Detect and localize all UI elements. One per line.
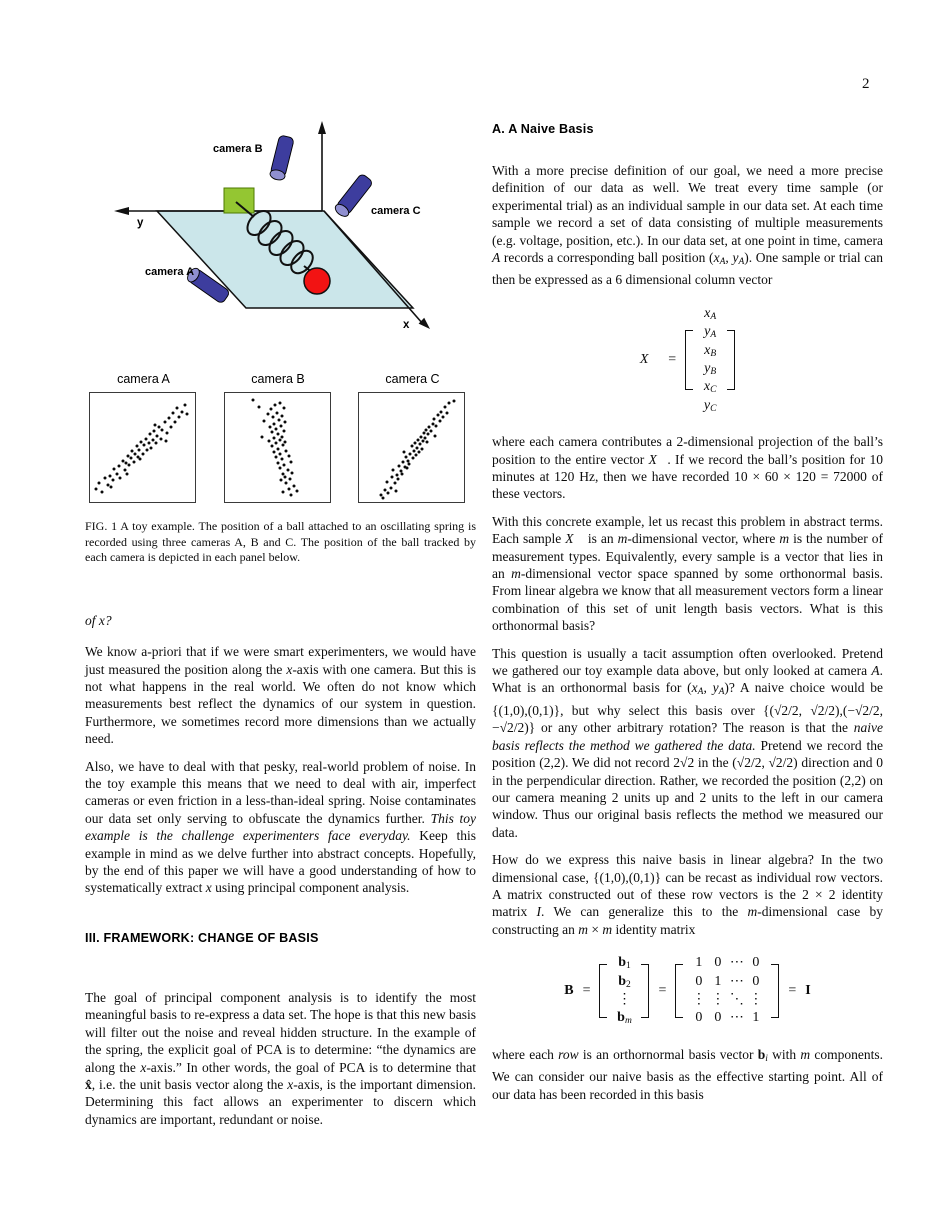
scatter-point xyxy=(287,487,290,490)
scatter-point xyxy=(100,491,103,494)
matrix-cell: 0 xyxy=(714,1010,722,1026)
scatter-point xyxy=(110,485,113,488)
matrix-cell: ⋱ xyxy=(729,991,744,1007)
scatter-point xyxy=(141,453,144,456)
figure-caption: FIG. 1 A toy example. The position of a ball attached to an oscillating spring is recorded using three cameras A, B and C. The position of the ball tracked by each camera is depicted in each panel below. xyxy=(85,519,476,565)
scatter-point xyxy=(119,477,122,480)
camera-c-label: camera C xyxy=(371,205,421,217)
scatter-point xyxy=(163,421,166,424)
scatter-point xyxy=(277,433,280,436)
scatter-point xyxy=(386,481,389,484)
matrix-cell: 0 xyxy=(752,955,760,971)
scatter-point xyxy=(280,479,283,482)
camera-c-cylinder-icon xyxy=(333,173,373,219)
basis-row: b1 xyxy=(618,955,631,972)
scatter-point xyxy=(261,435,264,438)
scatter-point xyxy=(95,487,98,490)
scatter-point xyxy=(442,415,445,418)
equals-sign: = xyxy=(668,352,677,368)
panel-title: camera B xyxy=(251,372,305,386)
section-heading-framework: III. FRAMEWORK: CHANGE OF BASIS xyxy=(85,930,319,945)
scatter-point xyxy=(251,398,254,401)
scatter-point xyxy=(401,472,404,475)
scatter-point xyxy=(147,442,150,445)
scatter-point xyxy=(444,406,447,409)
vector-entry: xC xyxy=(703,379,717,396)
scatter-point xyxy=(145,448,148,451)
scatter-point xyxy=(266,412,269,415)
left-bracket xyxy=(675,964,683,1018)
scatter-point xyxy=(430,430,433,433)
vector-entry: xA xyxy=(704,305,717,322)
x-axis-arrowhead xyxy=(419,318,430,329)
right-bracket xyxy=(727,330,735,390)
matrix-row xyxy=(689,973,765,991)
scatter-point xyxy=(389,486,392,489)
scatter-point xyxy=(278,419,281,422)
scatter-point xyxy=(152,438,155,441)
scatter-point xyxy=(272,436,275,439)
y-axis-label: y xyxy=(137,217,144,229)
paragraph: We know a-priori that if we were smart experimenters, we would have just measured the position along the x-axis with one camera. But this is not what happens in the real world. We often do not know which measurements best reflect the dynamics of our system in question. Furthermore, we sometimes record more dimensions than we actually need. xyxy=(85,644,476,747)
table-plane-shape xyxy=(157,211,413,308)
scatter-point xyxy=(174,421,177,424)
basis-row: b2 xyxy=(618,973,631,990)
scatter-point xyxy=(131,449,134,452)
matrix-row xyxy=(689,1009,765,1027)
spring-toy-diagram-svg xyxy=(85,110,476,346)
matrix-cell: 1 xyxy=(695,955,703,971)
scatter-point xyxy=(281,435,284,438)
right-bracket xyxy=(771,964,779,1018)
scatter-point xyxy=(274,442,277,445)
matrix-row xyxy=(689,954,765,972)
scatter-point xyxy=(403,450,406,453)
scatter-point xyxy=(185,412,188,415)
scatter-point xyxy=(283,463,286,466)
scatter-point xyxy=(434,424,437,427)
scatter-point xyxy=(438,420,441,423)
scatter-point xyxy=(448,401,451,404)
scatter-point xyxy=(153,430,156,433)
right-column xyxy=(492,116,883,1113)
scatter-point xyxy=(402,460,405,463)
scatter-point xyxy=(269,408,272,411)
scatter-point xyxy=(118,465,121,468)
identity-matrix-cells xyxy=(689,954,765,1028)
scatter-point xyxy=(279,467,282,470)
paragraph: How do we express this naive basis in linear algebra? In the two dimensional case, {(1,0),(0,1)} can be recast as individual row vectors. A matrix constructed out of these row vectors is the 2 × 2 identity matrix I. We can generalize this to the m-dimensional case by constructing an m × m identity matrix xyxy=(492,852,883,937)
z-axis-arrowhead xyxy=(318,121,326,134)
matrix-cell: ⋯ xyxy=(729,1010,744,1026)
vector-entries xyxy=(699,305,721,415)
scatter-point xyxy=(286,469,289,472)
scatter-point xyxy=(171,411,174,414)
scatter-point xyxy=(103,477,106,480)
vector-entry: yA xyxy=(704,324,717,341)
anchor-square-shape xyxy=(224,188,254,213)
scatter-point xyxy=(281,414,284,417)
scatter-point xyxy=(279,401,282,404)
scatter-point xyxy=(144,437,147,440)
vector-symbol: X⃗ xyxy=(639,352,660,368)
scatter-point xyxy=(133,460,136,463)
scatter-point xyxy=(277,461,280,464)
scatter-point xyxy=(284,475,287,478)
scatter-point xyxy=(395,473,398,476)
equals-sign: = xyxy=(658,982,667,998)
scatter-point xyxy=(280,424,283,427)
scatter-point xyxy=(424,436,427,439)
scatter-point xyxy=(282,444,285,447)
basis-rows-column xyxy=(613,954,635,1028)
scatter-panel-camera-b xyxy=(224,372,333,503)
scatter-panel-camera-c xyxy=(358,372,467,503)
matrix-symbol: B xyxy=(564,982,574,998)
scatter-point xyxy=(396,478,399,481)
scatter-point xyxy=(289,460,292,463)
scatter-point xyxy=(274,456,277,459)
scatter-point xyxy=(287,455,290,458)
scatter-plot-camera-b xyxy=(224,392,331,503)
scatter-point xyxy=(127,463,130,466)
ball-shape xyxy=(304,268,330,294)
paragraph: This question is usually a tacit assumption often overlooked. Pretend we gathered our toy example data above, but only looked at camera A. What is an orthonormal basis for (xA, yA)? A naive choice would be {(1,0),(0,1)}, but why select this basis over {(√2/2, √2/2),(−√2/2, −√2/2)} or any other arbitrary rotation? The reason is that the naive basis reflects the method we gathered the data. Pretend we record the position (2,2). We did not record 2√2 in the (√2/2, √2/2) direction and 0 in the perpendicular direction. Rather, we recorded the position (2,2) on our camera meaning 2 units up and 2 units to the left in our camera window. Thus our original basis reflects the method we measured our data. xyxy=(492,645,883,840)
matrix-cell: ⋮ xyxy=(691,991,706,1007)
scatter-point xyxy=(283,407,286,410)
scatter-point xyxy=(274,427,277,430)
scatter-point xyxy=(394,490,397,493)
scatter-point xyxy=(160,437,163,440)
scatter-point xyxy=(125,472,128,475)
scatter-point xyxy=(382,496,385,499)
scatter-point xyxy=(112,479,115,482)
scatter-point xyxy=(279,438,282,441)
lead-in-line: of x? xyxy=(85,612,112,628)
matrix-cell: 0 xyxy=(695,973,703,989)
panel-title: camera A xyxy=(117,372,170,386)
paragraph: The goal of principal component analysis is to identify the most meaningful basis to re-express a data set. The hope is that this new basis will filter out the noise and reveal hidden structure. In the example of the spring, the explicit goal of PCA is to determine: “the dynamics are along the x-axis.” In other words, the goal of PCA is to determine that x̂, i.e. the unit basis vector along the x-axis, is the important dimension. Determining this fact allows an experimenter to discern which dynamics are important, redundant or noise. xyxy=(85,989,477,1127)
scatter-point xyxy=(406,467,409,470)
scatter-point xyxy=(427,433,430,436)
scatter-point xyxy=(390,475,393,478)
scatter-point xyxy=(289,494,292,497)
scatter-point xyxy=(416,438,419,441)
scatter-point xyxy=(155,442,158,445)
scatter-point xyxy=(415,446,418,449)
scatter-point xyxy=(113,468,116,471)
scatter-point xyxy=(425,429,428,432)
scatter-point xyxy=(419,435,422,438)
scatter-point xyxy=(290,471,293,474)
scatter-point xyxy=(284,421,287,424)
scatter-point xyxy=(176,407,179,410)
left-bracket xyxy=(685,330,693,390)
scatter-point xyxy=(178,415,181,418)
figure-1-panels xyxy=(89,372,467,503)
scatter-point xyxy=(452,399,455,402)
scatter-point xyxy=(411,457,414,460)
scatter-point xyxy=(417,450,420,453)
scatter-point xyxy=(284,441,287,444)
camera-b-label: camera B xyxy=(213,143,263,155)
scatter-point xyxy=(139,458,142,461)
scatter-point xyxy=(271,415,274,418)
scatter-point xyxy=(181,410,184,413)
scatter-plot-camera-c xyxy=(358,392,465,503)
scatter-point xyxy=(272,422,275,425)
scatter-point xyxy=(142,444,145,447)
scatter-point xyxy=(270,431,273,434)
scatter-point xyxy=(138,448,141,451)
equals-sign: = xyxy=(788,982,797,998)
scatter-point xyxy=(281,458,284,461)
scatter-point xyxy=(292,484,295,487)
scatter-point xyxy=(183,403,186,406)
panel-title: camera C xyxy=(385,372,440,386)
matrix-cell: 0 xyxy=(752,973,760,989)
scatter-point xyxy=(422,439,425,442)
scatter-point xyxy=(283,430,286,433)
figure-1-diagram xyxy=(85,110,476,346)
scatter-point xyxy=(432,418,435,421)
scatter-point xyxy=(272,450,275,453)
vector-entry: xB xyxy=(704,342,717,359)
matrix-row xyxy=(689,991,765,1009)
scatter-point xyxy=(423,432,426,435)
scatter-point xyxy=(436,413,439,416)
y-axis-arrowhead xyxy=(114,207,129,215)
scatter-point xyxy=(156,434,159,437)
basis-row: bm xyxy=(617,1010,632,1027)
vector-entry: yB xyxy=(704,361,717,378)
scatter-point xyxy=(439,410,442,413)
page-number: 2 xyxy=(862,76,870,92)
scatter-point xyxy=(258,406,261,409)
paragraph: Also, we have to deal with that pesky, real-world problem of noise. In the toy example this means that we need to deal with air, imperfect cameras or even friction in a less-than-ideal spring. Noise contaminates our data set only serving to obfuscate the dynamics further. This toy example is the challenge experimenters face everyday. Keep this example in mind as we delve further into abstract concepts. Hopefully, by the end of this paper we will have a good understanding of how to systematically extract x using principal component analysis. xyxy=(85,758,476,896)
scatter-plot-camera-a xyxy=(89,392,196,503)
scatter-point xyxy=(134,453,137,456)
scatter-point xyxy=(158,425,161,428)
scatter-point xyxy=(108,474,111,477)
scatter-point xyxy=(268,425,271,428)
x-axis-label: x xyxy=(403,319,410,331)
matrix-cell: 1 xyxy=(714,973,722,989)
scatter-point xyxy=(277,447,280,450)
identity-symbol: I xyxy=(805,982,811,998)
scatter-point xyxy=(267,439,270,442)
scatter-point xyxy=(98,482,101,485)
scatter-point xyxy=(408,462,411,465)
matrix-cell: ⋮ xyxy=(710,991,725,1007)
scatter-point xyxy=(391,469,394,472)
scatter-point xyxy=(413,442,416,445)
paragraph: where each camera contributes a 2-dimensional projection of the ball’s position to the entire vector X⃗. If we record the ball’s position for 10 minutes at 120 Hz, then we have recorded 10 × 60 × 120 = 72000 of these vectors. xyxy=(492,434,883,502)
subsection-heading-naive-basis: A. A Naive Basis xyxy=(492,122,594,136)
vector-entry: yC xyxy=(703,397,717,414)
left-column xyxy=(85,110,476,1138)
matrix-cell: 0 xyxy=(695,1010,703,1026)
scatter-point xyxy=(279,453,282,456)
scatter-point xyxy=(414,454,417,457)
scatter-point xyxy=(116,472,119,475)
scatter-point xyxy=(285,482,288,485)
scatter-point xyxy=(273,403,276,406)
equation-column-vector xyxy=(492,305,883,415)
matrix-cell: ⋯ xyxy=(729,955,744,971)
scatter-point xyxy=(446,411,449,414)
paragraph: With this concrete example, let us recast this problem in abstract terms. Each sample X⃗ is an m-dimensional vector, where m is the number of measurement types. Equivalently, every sample is a vector that lies in an m-dimensional vector space spanned by some orthonormal basis. From linear algebra we know that all measurement vectors form a linear combination of this set of unit length basis vectors. What is this orthonormal basis? xyxy=(492,513,883,634)
scatter-point xyxy=(164,439,167,442)
scatter-point xyxy=(397,465,400,468)
scatter-point xyxy=(167,417,170,420)
left-bracket xyxy=(599,964,607,1018)
scatter-point xyxy=(285,449,288,452)
scatter-point xyxy=(393,482,396,485)
scatter-point xyxy=(421,447,424,450)
scatter-point xyxy=(288,478,291,481)
scatter-point xyxy=(428,425,431,428)
scatter-point xyxy=(270,445,273,448)
camera-a-label: camera A xyxy=(145,266,195,278)
scatter-point xyxy=(409,453,412,456)
basis-row: ⋮ xyxy=(617,991,632,1007)
scatter-point xyxy=(129,457,132,460)
scatter-point xyxy=(410,445,413,448)
matrix-cell: ⋯ xyxy=(729,973,744,989)
paragraph: where each row is an orthornormal basis vector bi with m components. We can consider our naive basis as the effective starting point. All of our data has been recorded in this basis xyxy=(492,1046,883,1102)
scatter-point xyxy=(387,492,390,495)
paragraph: With a more precise definition of our goal, we need a more precise definition of our data as well. We treat every time sample (or experimental trial) as an individual sample in our data set. At each time sample we record a set of data consisting of multiple measurements (e.g. voltage, position, etc.). In our data set, at one point in time, camera A records a corresponding ball position (xA, yA). One sample or trial can then be expressed as a 6 dimensional column vector xyxy=(492,163,883,288)
scatter-point xyxy=(295,490,298,493)
scatter-panel-camera-a xyxy=(89,372,198,503)
scatter-point xyxy=(165,432,168,435)
matrix-cell: 1 xyxy=(752,1010,760,1026)
scatter-point xyxy=(426,441,429,444)
scatter-point xyxy=(433,434,436,437)
matrix-cell: 0 xyxy=(714,955,722,971)
equals-sign: = xyxy=(582,982,591,998)
scatter-point xyxy=(418,443,421,446)
matrix-cell: ⋮ xyxy=(748,991,763,1007)
scatter-point xyxy=(412,449,415,452)
scatter-point xyxy=(148,433,151,436)
scatter-point xyxy=(263,420,266,423)
scatter-point xyxy=(169,425,172,428)
scatter-point xyxy=(161,429,164,432)
scatter-point xyxy=(384,489,387,492)
scatter-point xyxy=(282,491,285,494)
scatter-point xyxy=(149,446,152,449)
camera-b-cylinder-icon xyxy=(269,135,294,182)
scatter-point xyxy=(154,423,157,426)
right-bracket xyxy=(641,964,649,1018)
scatter-point xyxy=(276,411,279,414)
equation-identity-matrix xyxy=(492,954,883,1028)
